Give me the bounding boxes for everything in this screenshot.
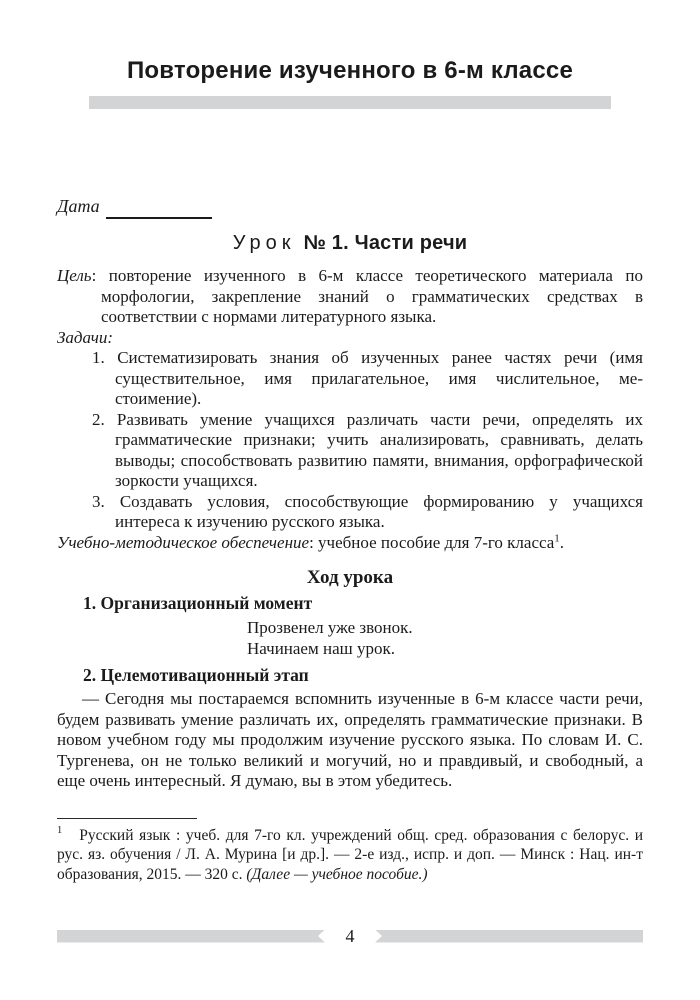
footer-bar-left	[57, 930, 325, 943]
date-blank-line	[106, 195, 212, 219]
tasks-label: Задачи:	[57, 327, 114, 347]
resource-label: Учебно-методическое обеспечение	[57, 532, 310, 552]
goal-label: Цель	[57, 266, 92, 285]
task-item	[57, 410, 643, 492]
goal-text: : повторение изученного в 6-м классе теоретического материала по морфологии, закрепление знаний о грамматических средствах в соответствии с нормами литературного языка.	[91, 266, 643, 326]
flow-heading: Ход урока	[306, 567, 394, 588]
lesson-number-title: № 1. Части речи	[303, 232, 468, 254]
footnote-text: Русский язык : учеб. для 7-го кл. учреждений общ. сред. образования с белорус. и рус. яз. обучения / Л. А. Мурина [и др.]. — 2-е изд., испр. и доп. — Минск : Нац. ин-т образования, 2015. — 320 с.	[57, 826, 643, 883]
poem-line-2: Начинаем наш урок.	[247, 638, 395, 658]
date-label: Дата	[57, 196, 100, 216]
footnote	[57, 826, 643, 885]
tasks-list	[57, 348, 643, 533]
page-footer	[57, 927, 643, 945]
task-item	[57, 492, 643, 533]
task-number: 2.	[92, 409, 117, 429]
lesson-heading	[57, 232, 643, 255]
date-row	[57, 195, 643, 219]
task-item	[57, 348, 643, 410]
stage-2-paragraph: — Сегодня мы постараемся вспомнить изученные в 6-м классе части речи, будем развивать умение различать их, определять грамматические признаки. В новом учебном году мы продолжим изучение русского языка. По словам И. С. Тургенева, он не только великий и могучий, но и правдивый, и свободный, а еще очень интересный. Я думаю, вы в этом убедитесь.	[57, 689, 643, 790]
task-number: 1.	[92, 348, 118, 367]
footer-bar-right	[375, 930, 643, 943]
goal-paragraph	[57, 266, 643, 328]
resource-text: : учебное пособие для 7-го класса	[309, 532, 555, 552]
page-number: 4	[345, 926, 355, 946]
footnote-marker: 1	[57, 825, 63, 837]
footnote-separator-rule	[57, 818, 197, 819]
poem-block	[247, 617, 643, 659]
task-text: Создавать условия, способствующие формированию у учащихся интереса к изучению русского языка.	[115, 491, 643, 531]
stage-2-heading: 2. Целемотивационный этап	[83, 664, 309, 685]
lesson-word: Урок	[232, 232, 296, 254]
task-number: 3.	[92, 491, 120, 511]
task-text: Развивать умение учащихся различать части речи, определять их грамматические признаки; учить анализировать, сравнивать, делать выводы; способствовать развитию памяти, внимания, орфографической зоркости учащихся.	[115, 409, 643, 490]
header-rule-bar	[89, 96, 611, 109]
task-text: Систематизировать знания об изученных ранее частях речи (имя существительное, имя прилагательное, имя числительное, местоимение).	[115, 348, 643, 408]
stage-1-heading: 1. Организационный момент	[83, 593, 313, 613]
resource-tail: .	[559, 532, 565, 552]
footnote-italic-note: (Далее — учебное пособие.)	[246, 865, 428, 883]
chapter-title: Повторение изученного в 6-м классе	[126, 57, 574, 84]
resource-paragraph	[57, 533, 643, 554]
poem-line-1: Прозвенел уже звонок.	[247, 617, 413, 637]
footnote-ref-superscript: 1	[554, 531, 560, 544]
